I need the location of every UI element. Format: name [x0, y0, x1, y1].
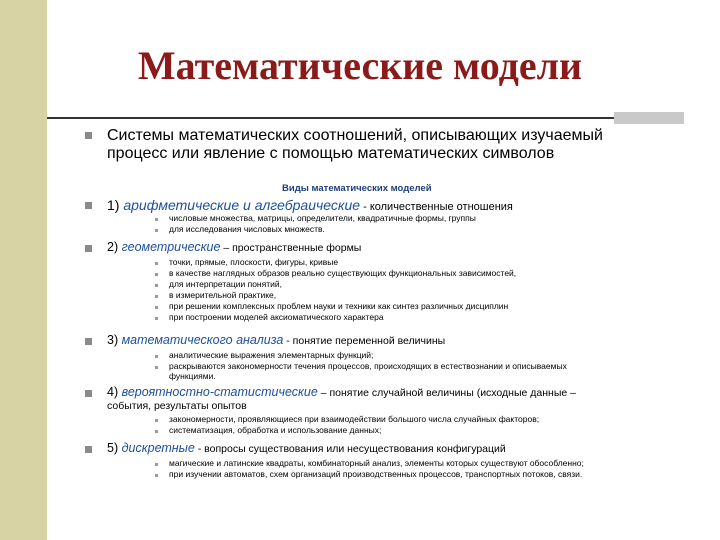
item-4-sub-2: систематизация, обработка и использование данных;	[169, 425, 382, 435]
item-number: 3)	[107, 333, 119, 347]
item-5-sub-1: магические и латинские квадраты, комбинаторный анализ, элементы которых существуют обособленно;	[169, 458, 584, 468]
item-term: арифметические и алгебраические	[123, 197, 361, 213]
item-desc: – пространственные формы	[220, 242, 362, 254]
bullet-icon	[85, 446, 92, 453]
item-2-sub-4: в измерительной практике,	[169, 290, 277, 300]
sub-bullet-icon	[155, 295, 158, 298]
item-2-heading	[107, 240, 361, 256]
sub-bullet-icon	[155, 366, 158, 369]
item-term: геометрические	[121, 240, 221, 254]
item-desc: - понятие переменной величины	[283, 335, 446, 347]
item-2-sub-6: при построении моделей аксиоматического характера	[169, 312, 384, 322]
sub-bullet-icon	[155, 262, 158, 265]
item-number: 2)	[107, 240, 119, 254]
bullet-icon	[85, 390, 92, 397]
sub-bullet-icon	[155, 430, 158, 433]
section-title: Виды математических моделей	[282, 183, 432, 194]
sub-bullet-icon	[155, 273, 158, 276]
item-4-heading	[107, 385, 576, 401]
sub-bullet-icon	[155, 306, 158, 309]
item-number: 4)	[107, 385, 119, 399]
item-term: вероятностно-статистические	[121, 385, 318, 399]
bullet-icon	[85, 202, 92, 209]
item-4-sub-1: закономерности, проявляющиеся при взаимодействии большого числа случайных факторов;	[169, 414, 540, 424]
sub-bullet-icon	[155, 474, 158, 477]
item-5-sub-2: при изучении автоматов, схем организаций производственных процессов, транспортных потоков, связи.	[169, 469, 583, 479]
definition-line-1: Системы математических соотношений, описывающих изучаемый	[107, 127, 603, 144]
item-3-sub-2: раскрываются закономерности течения процессов, происходящих в естествознании и описываемых	[169, 361, 567, 371]
item-5-heading	[107, 441, 506, 457]
item-2-sub-1: точки, прямые, плоскости, фигуры, кривые	[169, 257, 339, 267]
item-2-sub-3: для интерпретации понятий,	[169, 279, 282, 289]
sub-bullet-icon	[155, 355, 158, 358]
item-desc: - количественные отношения	[360, 201, 513, 213]
title-divider	[47, 117, 667, 119]
item-number: 5)	[107, 441, 119, 455]
item-term: дискретные	[121, 441, 195, 455]
item-desc: - вопросы существования или несуществования конфигураций	[194, 443, 506, 455]
item-2-sub-5: при решении комплексных проблем науки и техники как синтез различных дисциплин	[169, 301, 509, 311]
sub-bullet-icon	[155, 463, 158, 466]
item-3-heading	[107, 333, 445, 349]
sub-bullet-icon	[155, 229, 158, 232]
bullet-icon	[85, 245, 92, 252]
slide-title: Математические модели	[137, 43, 583, 88]
sub-bullet-icon	[155, 317, 158, 320]
item-3-sub-3: функциями.	[169, 371, 216, 381]
item-3-sub-1: аналитические выражения элементарных функций;	[169, 350, 374, 360]
bullet-icon	[85, 338, 92, 345]
sub-bullet-icon	[155, 284, 158, 287]
item-1-sub-2: для исследования числовых множеств.	[169, 224, 325, 234]
item-number: 1)	[107, 197, 120, 213]
item-1-sub-1: числовые множества, матрицы, определители, квадратичные формы, группы	[169, 213, 476, 223]
left-decorative-band	[0, 0, 47, 540]
item-term: математического анализа	[121, 333, 284, 347]
item-desc: – понятие случайной величины (исходные данные –	[317, 387, 576, 399]
item-2-sub-2: в качестве наглядных образов реально существующих функциональных зависимостей,	[169, 268, 517, 278]
definition-line-2: процесс или явление с помощью математических символов	[107, 145, 555, 162]
divider-accent	[614, 112, 684, 124]
sub-bullet-icon	[155, 419, 158, 422]
item-4-heading-cont: события, результаты опытов	[107, 400, 247, 412]
sub-bullet-icon	[155, 218, 158, 221]
bullet-icon	[85, 132, 92, 139]
